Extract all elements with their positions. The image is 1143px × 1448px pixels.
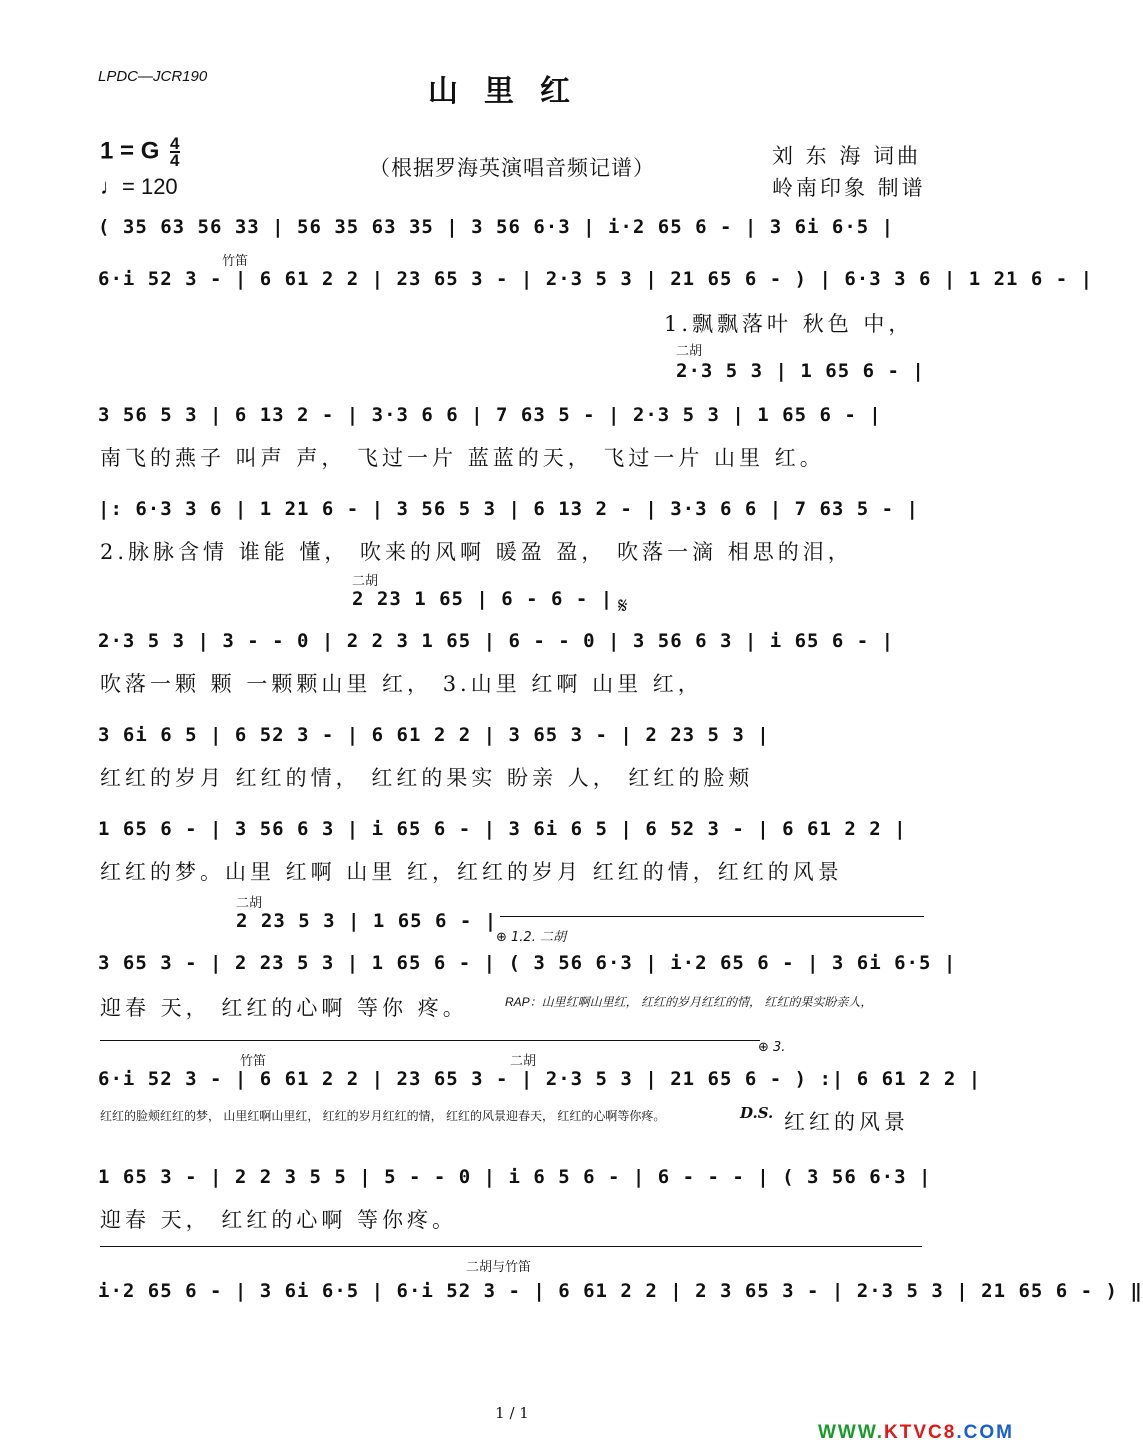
music-line: 6·i 52 3 - | 6 61 2 2 | 23 65 3 - | 2·3 5 3 | 21 65 6 - ) :| 6 61 2 2 | — [98, 1068, 982, 1090]
lyric-line: 红红的风景 — [784, 1110, 909, 1134]
ds-marking: D.S. — [740, 1104, 774, 1122]
volta-bracket — [500, 916, 924, 917]
instrument-label: 二胡与竹笛 — [466, 1260, 532, 1275]
lyric-line: 2.脉脉含情 谁能 懂， 吹来的风啊 暖盈 盈， 吹落一滴 相思的泪， — [100, 540, 853, 564]
music-line: ( 35 63 56 33 | 56 35 63 35 | 3 56 6·3 | i·2 65 6 - | 3 6i 6·5 | — [98, 216, 895, 238]
site-watermark: WWW.KTVC8.COM — [818, 1422, 1014, 1443]
page-title: 山里红 — [428, 74, 596, 109]
segno-sign: 𝄋 — [618, 594, 628, 619]
volta-label: ⊕ 1.2. 二胡 — [496, 930, 566, 945]
music-line: 6·i 52 3 - | 6 61 2 2 | 23 65 3 - | 2·3 5 3 | 21 65 6 - ) | 6·3 3 6 | 1 21 6 - | — [98, 268, 1094, 290]
instrument-label: 二胡 — [352, 574, 379, 589]
music-line: 3 56 5 3 | 6 13 2 - | 3·3 6 6 | 7 63 5 - | 2·3 5 3 | 1 65 6 - | — [98, 404, 882, 426]
subtitle: （根据罗海英演唱音频记谱） — [369, 156, 655, 180]
instrument-label: 二胡 — [510, 1054, 537, 1069]
music-line: 3 65 3 - | 2 23 5 3 | 1 65 6 - | ( 3 56 6·3 | i·2 65 6 - | 3 6i 6·5 | — [98, 952, 957, 974]
music-line: 2 23 1 65 | 6 - 6 - | — [352, 588, 614, 610]
music-line: 2·3 5 3 | 3 - - 0 | 2 2 3 1 65 | 6 - - 0 | 3 56 6 3 | i 65 6 - | — [98, 630, 895, 652]
coda-label: ⊕ 3. — [758, 1040, 786, 1055]
key-label: 1 = G — [100, 137, 160, 165]
lyric-line: 迎春 天， 红红的心啊 等你疼。 — [100, 1208, 458, 1232]
page-number: 1 / 1 — [495, 1404, 529, 1422]
instrument-label: 二胡 — [236, 896, 263, 911]
rap-text: 红红的脸颊红红的梦， 山里红啊山里红， 红红的岁月红红的情， 红红的风景迎春天， 红红的心啊等你疼。 — [100, 1109, 666, 1123]
instrument-label: 竹笛 — [240, 1054, 267, 1069]
instrument-label: 竹笛 — [222, 254, 249, 269]
credit-arranger: 岭南印象 制谱 — [772, 176, 926, 200]
lyric-line: 迎春 天， 红红的心啊 等你 疼。 — [100, 996, 468, 1020]
lyric-line: 红红的梦。山里 红啊 山里 红，红红的岁月 红红的情，红红的风景 — [100, 860, 843, 884]
music-line: 2 23 5 3 | 1 65 6 - | — [236, 910, 498, 932]
instrument-label: 二胡 — [676, 344, 703, 359]
credit-lyrics-music: 刘 东 海 词曲 — [772, 144, 922, 168]
music-line: 1 65 6 - | 3 56 6 3 | i 65 6 - | 3 6i 6 5 | 6 52 3 - | 6 61 2 2 | — [98, 818, 907, 840]
music-line: i·2 65 6 - | 3 6i 6·5 | 6·i 52 3 - | 6 61 2 2 | 2 3 65 3 - | 2·3 5 3 | 21 65 6 - ) ‖ — [98, 1280, 1143, 1302]
bracket-line — [100, 1246, 922, 1247]
lyric-line: 1.飘飘落叶 秋色 中， — [664, 312, 914, 336]
lyric-line: 红红的岁月 红红的情， 红红的果实 盼亲 人， 红红的脸颊 — [100, 766, 754, 790]
rap-text: RAP：山里红啊山里红， 红红的岁月红红的情， 红红的果实盼亲人， — [505, 995, 873, 1009]
music-line: 2·3 5 3 | 1 65 6 - | — [676, 360, 925, 382]
volta-bracket — [100, 1040, 760, 1041]
score-code: LPDC—JCR190 — [98, 68, 208, 85]
lyric-line: 吹落一颗 颗 一颗颗山里 红， 3.山里 红啊 山里 红， — [100, 672, 703, 696]
music-line: 3 6i 6 5 | 6 52 3 - | 6 61 2 2 | 3 65 3 - | 2 23 5 3 | — [98, 724, 770, 746]
time-signature: $\frac{4}{4}$ — [170, 134, 180, 170]
music-line: 1 65 3 - | 2 2 3 5 5 | 5 - - 0 | i 6 5 6 - | 6 - - - | ( 3 56 6·3 | — [98, 1166, 932, 1188]
tempo-marking: ♩= 120 — [100, 174, 178, 199]
music-line: |: 6·3 3 6 | 1 21 6 - | 3 56 5 3 | 6 13 2 - | 3·3 6 6 | 7 63 5 - | — [98, 498, 919, 520]
lyric-line: 南飞的燕子 叫声 声， 飞过一片 蓝蓝的天， 飞过一片 山里 红。 — [100, 446, 825, 470]
